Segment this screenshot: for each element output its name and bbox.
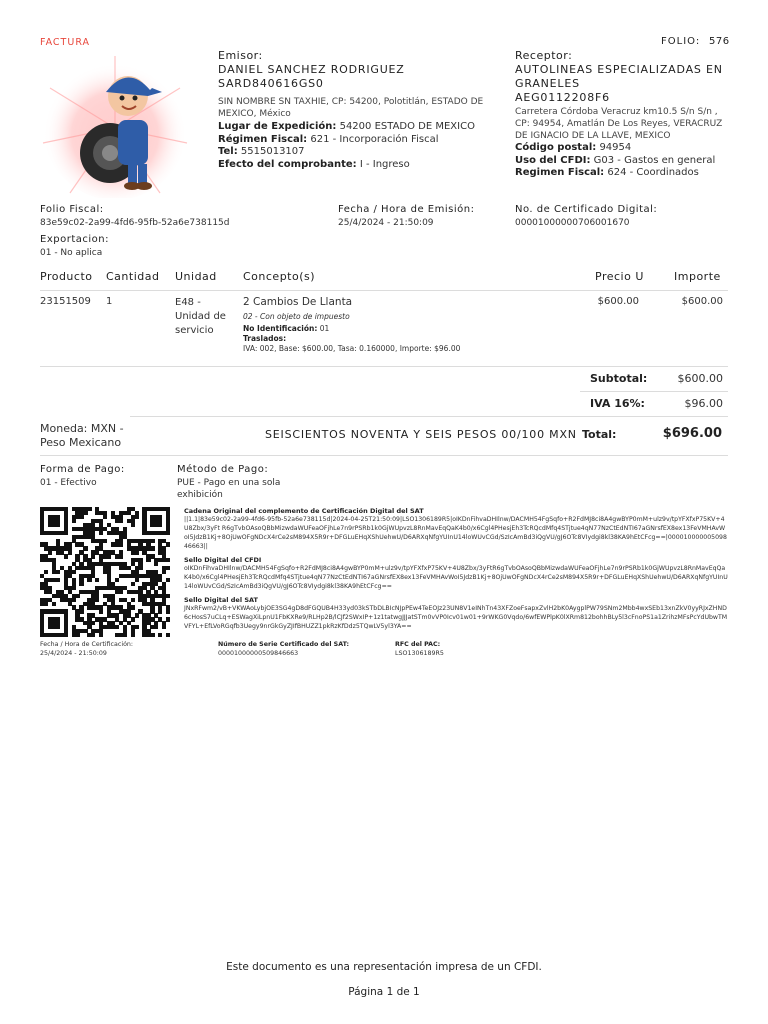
row-cantidad: 1 bbox=[106, 296, 113, 307]
serie-certificado-value: 00001000000509846663 bbox=[218, 650, 299, 657]
row-precio: $600.00 bbox=[597, 296, 639, 307]
qr-module bbox=[79, 582, 83, 586]
total-value: $696.00 bbox=[662, 426, 722, 441]
qr-module bbox=[83, 511, 87, 515]
no-identificacion-value: 01 bbox=[319, 323, 330, 333]
qr-module bbox=[99, 531, 103, 535]
qr-module bbox=[166, 558, 170, 562]
emisor-regimen-value: 621 - Incorporación Fiscal bbox=[310, 133, 439, 145]
qr-module bbox=[72, 519, 76, 523]
metodo-pago-value: PUE - Pago en una sola exhibición bbox=[177, 477, 281, 500]
document-type: FACTURA bbox=[40, 37, 91, 48]
mechanic-logo bbox=[40, 48, 190, 198]
qr-module bbox=[56, 570, 60, 574]
qr-module bbox=[56, 578, 60, 582]
tel-value: 5515013107 bbox=[240, 146, 305, 157]
col-unidad: Unidad bbox=[175, 270, 217, 283]
row-concepto: 2 Cambios De Llanta bbox=[243, 296, 353, 308]
cadena-original-label: Cadena Original del complemento de Certificación Digital del SAT bbox=[184, 507, 424, 515]
moneda: Moneda: MXN - Peso Mexicano bbox=[40, 422, 124, 449]
qr-module bbox=[115, 625, 119, 629]
iva-label: IVA 16%: bbox=[590, 397, 645, 410]
receptor-regimen-value: 624 - Coordinados bbox=[607, 167, 699, 178]
qr-module bbox=[131, 633, 135, 637]
emisor-rfc: SARD840616GS0 bbox=[218, 77, 324, 90]
qr-module bbox=[99, 609, 103, 613]
qr-module bbox=[56, 625, 60, 629]
qr-module bbox=[150, 633, 154, 637]
qr-module bbox=[119, 542, 123, 546]
iva-value: $96.00 bbox=[684, 397, 723, 410]
qr-module bbox=[87, 578, 91, 582]
qr-module bbox=[107, 554, 111, 558]
qr-module bbox=[68, 550, 72, 554]
qr-module bbox=[87, 507, 91, 511]
qr-module bbox=[166, 542, 170, 546]
traslados-value: IVA: 002, Base: $600.00, Tasa: 0.160000, Importe: $96.00 bbox=[243, 343, 461, 353]
forma-pago-value: 01 - Efectivo bbox=[40, 477, 97, 488]
receptor-name: AUTOLINEAS ESPECIALIZADAS EN GRANELES bbox=[515, 63, 723, 90]
qr-module bbox=[166, 566, 170, 570]
qr-module bbox=[103, 539, 107, 543]
qr-code bbox=[40, 507, 170, 637]
qr-module bbox=[79, 515, 83, 519]
codigo-postal-label: Código postal: bbox=[515, 142, 597, 153]
qr-module bbox=[64, 554, 68, 558]
row-importe: $600.00 bbox=[681, 296, 723, 307]
qr-module bbox=[131, 523, 135, 527]
folio-value: 576 bbox=[709, 36, 730, 47]
no-identificacion-label: No Identificación: bbox=[243, 323, 318, 333]
fecha-certificacion-label: Fecha / Hora de Certificación: bbox=[40, 641, 134, 648]
total-label: Total: bbox=[582, 428, 617, 441]
qr-module bbox=[166, 617, 170, 621]
folio-fiscal-value: 83e59c02-2a99-4fd6-95fb-52a6e738115d bbox=[40, 217, 230, 228]
qr-module bbox=[135, 613, 139, 617]
qr-module bbox=[95, 578, 99, 582]
qr-module bbox=[154, 562, 158, 566]
qr-module bbox=[44, 570, 48, 574]
qr-module bbox=[52, 602, 56, 606]
qr-module bbox=[83, 546, 87, 550]
serie-certificado-label: Número de Serie Certificado del SAT: bbox=[218, 641, 350, 648]
uso-cfdi-value: G03 - Gastos en general bbox=[593, 154, 716, 166]
qr-module bbox=[91, 554, 95, 558]
traslados-label: Traslados: bbox=[243, 333, 287, 343]
footer-note: Este documento es una representación impresa de un CFDI. bbox=[226, 961, 542, 973]
qr-module bbox=[72, 586, 76, 590]
qr-module bbox=[166, 594, 170, 598]
lugar-expedicion-value: 54200 ESTADO DE MEXICO bbox=[339, 121, 475, 132]
amount-in-words: SEISCIENTOS NOVENTA Y SEIS PESOS 00/100 MXN bbox=[265, 428, 577, 441]
qr-module bbox=[123, 633, 127, 637]
sello-sat-value: JNxRFwm2/vB+VKWAoLybjOE3SG4gD8dFGQUB4H33yd03kSTbDLBIcNJpPEw4TeEOJz23UN8V1eINhTn43XFZoeFsapxZvlH2bK0AygplPW79SNm2Mbb4wxSEb13xnZkV0yyRJxZHND6cHosS7uCLq+ESWagXiLpnU1FbKXRe9/RLHp2B/lCJf2SWxIP+1z1tatwgJJJatSTm0vVP0Icv01w01+9rWKG0Vqdo/6wfEWPlpK0lXRm812bohhBLy5l3cFnoPS1a1ZrihzMFsPcYdUbwTMVFYL+EfLVoRGqfb3Uegy9nrGkGyZJIfBHUZZ1pkRzKfDdz5TQwLV5yl3YA== bbox=[184, 605, 728, 630]
qr-module bbox=[48, 550, 52, 554]
qr-module bbox=[166, 633, 170, 637]
exportacion-label: Exportacion: bbox=[40, 234, 109, 245]
folio-fiscal-label: Folio Fiscal: bbox=[40, 204, 104, 215]
qr-module bbox=[166, 609, 170, 613]
qr-module bbox=[91, 621, 95, 625]
efecto-label: Efecto del comprobante: bbox=[218, 158, 357, 170]
qr-module bbox=[138, 566, 142, 570]
folio-label: FOLIO: bbox=[661, 36, 701, 47]
qr-module bbox=[158, 633, 162, 637]
qr-module bbox=[166, 531, 170, 535]
sello-sat-label: Sello Digital del SAT bbox=[184, 596, 258, 604]
qr-module bbox=[79, 609, 83, 613]
row-objeto-impuesto: 02 - Con objeto de impuesto bbox=[243, 311, 350, 321]
qr-module bbox=[150, 546, 154, 550]
subtotal-value: $600.00 bbox=[677, 372, 723, 385]
lugar-expedicion-label: Lugar de Expedición: bbox=[218, 121, 337, 132]
receptor-label: Receptor: bbox=[515, 49, 573, 62]
qr-module bbox=[158, 609, 162, 613]
qr-module bbox=[119, 590, 123, 594]
qr-module bbox=[135, 578, 139, 582]
qr-module bbox=[162, 625, 166, 629]
qr-module bbox=[131, 582, 135, 586]
certificado-value: 00001000000706001670 bbox=[515, 217, 630, 228]
sello-cfdi-label: Sello Digital del CFDI bbox=[184, 556, 262, 564]
col-producto: Producto bbox=[40, 270, 93, 283]
qr-module bbox=[135, 515, 139, 519]
fecha-emision-label: Fecha / Hora de Emisión: bbox=[338, 204, 475, 215]
efecto-value: I - Ingreso bbox=[359, 158, 410, 170]
qr-module bbox=[44, 602, 48, 606]
emisor-label: Emisor: bbox=[218, 49, 263, 62]
exportacion-value: 01 - No aplica bbox=[40, 247, 103, 258]
qr-module bbox=[64, 531, 68, 535]
qr-module bbox=[72, 598, 76, 602]
certificado-label: No. de Certificado Digital: bbox=[515, 204, 658, 215]
col-concepto: Concepto(s) bbox=[243, 270, 316, 283]
qr-module bbox=[135, 625, 139, 629]
qr-module bbox=[115, 578, 119, 582]
qr-module bbox=[91, 633, 95, 637]
page-number: Página 1 de 1 bbox=[348, 986, 420, 998]
qr-module bbox=[154, 625, 158, 629]
metodo-pago-label: Método de Pago: bbox=[177, 464, 269, 475]
col-precio: Precio U bbox=[595, 270, 644, 283]
receptor-regimen-label: Regimen Fiscal: bbox=[515, 167, 605, 178]
qr-module bbox=[64, 633, 68, 637]
qr-module bbox=[150, 539, 154, 543]
row-producto: 23151509 bbox=[40, 296, 91, 307]
qr-module bbox=[99, 633, 103, 637]
col-cantidad: Cantidad bbox=[106, 270, 160, 283]
qr-module bbox=[146, 558, 150, 562]
tel-label: Tel: bbox=[218, 146, 238, 157]
fecha-emision-value: 25/4/2024 - 21:50:09 bbox=[338, 217, 434, 228]
qr-module bbox=[166, 578, 170, 582]
forma-pago-label: Forma de Pago: bbox=[40, 464, 125, 475]
subtotal-label: Subtotal: bbox=[590, 372, 648, 385]
qr-module bbox=[131, 617, 135, 621]
qr-module bbox=[135, 550, 139, 554]
emisor-name: DANIEL SANCHEZ RODRIGUEZ bbox=[218, 63, 405, 76]
qr-module bbox=[158, 523, 162, 527]
qr-module bbox=[119, 554, 123, 558]
codigo-postal-value: 94954 bbox=[599, 142, 632, 153]
rfc-pac-label: RFC del PAC: bbox=[395, 641, 441, 648]
cadena-original-value: ||1.1|83e59c02-2a99-4fd6-95fb-52a6e738115d|2024-04-25T21:50:09|LSO1306189R5|oIKDnFihvaDHIlnw/DACMH54FgSqfo+R2FdMJ8ci8A4gwBYP0mM+ulz9v/tpYFXfxP75KV+4U8Zbx/3yFt R6gTvbOAsoQBbMizwdaWUFeaOFjhLe7n9rPSRb1k0GjWUpvzL8RnMavEqQaK4b0/x6Cgl4PHesjEh3TcRQcdMfq4STjtue4qN77NzCtEdNTI67aGNrsfEX8ex13FeVMHAvWoI5JdzB1Kj+8OjUwOFgNDcX4rCe2sM894X5R9r+DFGLuEHqXShUehwU/D6ARXqNfgYUInU14loWUvCGd/SzIcAmBd3iQgVU/gJ6OTc8VIydgi8kl38KA9hEtCFcg==|00001000000509846663|| bbox=[184, 516, 727, 550]
row-unidad: E48 - Unidad de servicio bbox=[175, 297, 226, 336]
qr-module bbox=[75, 594, 79, 598]
qr-module bbox=[162, 570, 166, 574]
emisor-address: SIN NOMBRE SN TAXHIE, CP: 54200, Polotitlán, ESTADO DE MEXICO, México bbox=[218, 97, 484, 119]
receptor-address: Carretera Córdoba Veracruz km10.5 S/n S/n , CP: 94954, Amatlán De Los Reyes, VERACRUZ DE IGNACIO DE LA LLAVE, MEXICO bbox=[515, 107, 723, 141]
qr-module bbox=[75, 633, 79, 637]
rfc-pac-value: LSO1306189R5 bbox=[395, 650, 444, 657]
fecha-certificacion-value: 25/4/2024 - 21:50:09 bbox=[40, 650, 107, 657]
qr-module bbox=[131, 598, 135, 602]
emisor-regimen-label: Régimen Fiscal: bbox=[218, 133, 308, 145]
qr-module bbox=[103, 515, 107, 519]
qr-module bbox=[72, 570, 76, 574]
col-importe: Importe bbox=[674, 270, 721, 283]
uso-cfdi-label: Uso del CFDI: bbox=[515, 154, 591, 166]
qr-module bbox=[131, 605, 135, 609]
qr-module bbox=[119, 519, 123, 523]
receptor-rfc: AEG0112208F6 bbox=[515, 91, 610, 104]
sello-cfdi-value: oIKDnFihvaDHIlnw/DACMH54FgSqfo+R2FdMJ8ci8A4gwBYP0mM+ulz9v/tpYFXfxP75KV+4U8Zbx/3yFtR6gTvbOAsoQBbMizwdaWUFeaOFjhLe7n9rPSRb1k0GjWUpvzL8RnMavEqQaK4b0/x6Cgl4PHesjEh3TcRQcdMfq4STjtue4qN77NzCtEdNTI67aGNrsfEX8ex13FeVMHAvWoI5JdzB1Kj+8OjUwOFgNDcX4rCe2sM894X5R9r+DFGLuEHqXShUehwU/D6ARXqNfgYUInU14loWUvCGd/SzIcAmBd3iQgVU/gJ6OTc8VIydgi8kl38KA9hEtCFcg== bbox=[184, 565, 728, 590]
qr-module bbox=[95, 598, 99, 602]
qr-module bbox=[56, 523, 60, 527]
